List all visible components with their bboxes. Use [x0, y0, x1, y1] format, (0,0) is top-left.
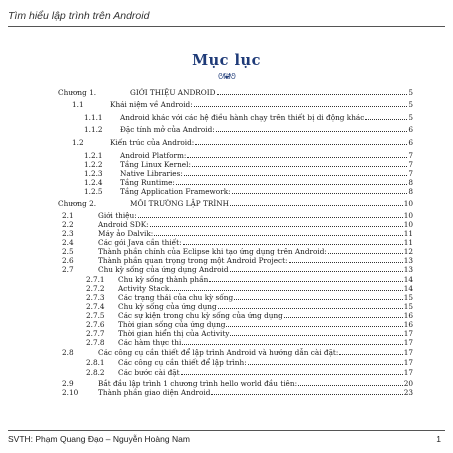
- toc-entry[interactable]: [86, 284, 413, 293]
- toc-entry-page: 13: [403, 265, 413, 274]
- page-header: [8, 4, 445, 27]
- toc-entry-number: 2.2: [62, 220, 74, 229]
- toc-entry[interactable]: [62, 348, 413, 357]
- toc-entry-number: 2.7.7: [86, 329, 105, 338]
- page-footer: [8, 430, 445, 449]
- toc-entry-page: 17: [403, 368, 413, 377]
- toc-entry-page: 5: [408, 88, 413, 97]
- toc-entry-number: 2.5: [62, 247, 74, 256]
- footer-page-number: 1: [436, 434, 441, 444]
- toc-entry-number: 1.1.1: [84, 113, 103, 122]
- toc-entry[interactable]: [86, 358, 413, 367]
- toc-entry-page: 23: [403, 388, 413, 397]
- toc-leader-dots: [170, 284, 402, 291]
- toc-entry-page: 17: [403, 338, 413, 347]
- toc-entry[interactable]: [84, 113, 413, 122]
- toc-leader-dots: [298, 379, 403, 386]
- toc-leader-dots: [230, 265, 403, 272]
- toc-entry[interactable]: [62, 220, 413, 229]
- toc-entry-label: Thành phần chính của Eclipse khi tạo ứng dụng trên Android:: [98, 247, 327, 256]
- toc-entry-label: Android Platform:: [120, 151, 187, 160]
- toc-leader-dots: [211, 388, 402, 395]
- toc-entry-number: 1.2.2: [84, 160, 103, 169]
- toc-leader-dots: [365, 113, 407, 120]
- toc-entry-number: 2.3: [62, 229, 74, 238]
- toc-entry[interactable]: [62, 247, 413, 256]
- toc-leader-dots: [217, 88, 408, 95]
- toc-entry-label: GIỚI THIỆU ANDROID: [130, 88, 216, 97]
- toc-title: Mục lục: [192, 52, 261, 69]
- toc-entry[interactable]: [72, 100, 413, 109]
- toc-entry[interactable]: [62, 211, 413, 220]
- toc-entry-page: 5: [408, 113, 413, 122]
- toc-entry-page: 5: [408, 100, 413, 109]
- toc-entry-label: Native Libraries:: [120, 169, 183, 178]
- toc-entry-page: 17: [403, 348, 413, 357]
- toc-entry-label: Thành phần giao diện Android: [98, 388, 211, 397]
- toc-entry-label: Thời gian hiển thị của Activity: [118, 329, 230, 338]
- toc-leader-dots: [183, 238, 403, 245]
- toc-entry-label: Kiến trúc của Android:: [110, 138, 195, 147]
- toc-leader-dots: [154, 229, 403, 236]
- toc-entry-page: 17: [403, 329, 413, 338]
- toc-leader-dots: [192, 160, 407, 167]
- toc-entry-page: 10: [403, 211, 413, 220]
- toc-leader-dots: [328, 247, 403, 254]
- toc-entry-number: 1.1: [72, 100, 84, 109]
- toc-entry-page: 8: [408, 178, 413, 187]
- toc-entry-page: 10: [403, 199, 413, 208]
- toc-entry[interactable]: [86, 368, 413, 377]
- toc-entry-page: 16: [403, 311, 413, 320]
- toc-entry-number: 1.2.4: [84, 178, 103, 187]
- toc-entry-number: 2.6: [62, 256, 74, 265]
- toc-entry-number: 2.7: [62, 265, 74, 274]
- toc-entry-page: 14: [403, 284, 413, 293]
- toc-entry-page: 7: [408, 151, 413, 160]
- toc-entry-number: 2.8: [62, 348, 74, 357]
- toc-entry-number: 2.7.8: [86, 338, 105, 347]
- toc-entry[interactable]: [62, 265, 413, 274]
- toc-entry-label: Android khác với các hệ điều hành chạy trên thiết bị di động khác: [120, 113, 365, 122]
- toc-entry-number: 2.8.1: [86, 358, 105, 367]
- toc-entry-page: 15: [403, 293, 413, 302]
- toc-entry-number: 2.1: [62, 211, 74, 220]
- toc-entry[interactable]: [58, 88, 413, 97]
- toc-entry-label: Activity Stack: [118, 284, 170, 293]
- toc-entry-number: 1.2.5: [84, 187, 103, 196]
- toc-entry-page: 11: [403, 238, 413, 247]
- toc-entry[interactable]: [86, 302, 413, 311]
- toc-entry-page: 17: [403, 358, 413, 367]
- toc-entry-label: Android SDK:: [98, 220, 149, 229]
- toc-entry-number: 2.7.1: [86, 275, 105, 284]
- ornament: ᘛ❦ᘚ: [218, 72, 235, 81]
- toc-entry[interactable]: [84, 151, 413, 160]
- toc-entry-number: 2.8.2: [86, 368, 105, 377]
- toc-entry-page: 10: [403, 220, 413, 229]
- toc-leader-dots: [232, 187, 408, 194]
- toc-entry-page: 8: [408, 187, 413, 196]
- toc-entry[interactable]: [84, 169, 413, 178]
- toc-leader-dots: [339, 348, 402, 355]
- toc-entry-number: 1.2.3: [84, 169, 103, 178]
- toc-entry[interactable]: [62, 238, 413, 247]
- toc-leader-dots: [230, 199, 403, 206]
- toc-entry-label: Các gói Java cần thiết:: [98, 238, 182, 247]
- toc-entry-number: 2.4: [62, 238, 74, 247]
- toc-entry-label: Bắt đầu lập trình 1 chương trình hello world đầu tiên:: [98, 379, 298, 388]
- toc-entry-label: Chu kỳ sống của ứng dụng Android: [98, 265, 229, 274]
- toc-entry-number: 1.2.1: [84, 151, 103, 160]
- toc-entry[interactable]: [86, 329, 413, 338]
- toc-entry[interactable]: [86, 320, 413, 329]
- toc-leader-dots: [138, 211, 403, 218]
- toc-entry-label: Tầng Linux Kernel:: [120, 160, 191, 169]
- toc-entry[interactable]: [72, 138, 413, 147]
- toc-entry-page: 13: [403, 256, 413, 265]
- toc-leader-dots: [284, 311, 403, 318]
- toc-entry-number: 2.10: [62, 388, 79, 397]
- toc-entry-label: Thời gian sống của ứng dụng: [118, 320, 226, 329]
- header-text: Tìm hiểu lập trình trên Android: [8, 10, 150, 22]
- toc-entry-page: 6: [408, 125, 413, 134]
- toc-leader-dots: [176, 178, 407, 185]
- toc-entry-number: 2.7.6: [86, 320, 105, 329]
- toc-leader-dots: [195, 138, 407, 145]
- toc-entry-label: Tầng Application Framework:: [120, 187, 231, 196]
- toc-entry-label: Các công cụ cần thiết để lập trình:: [118, 358, 247, 367]
- toc-entry-page: 7: [408, 160, 413, 169]
- toc-entry[interactable]: [84, 178, 413, 187]
- toc-entry[interactable]: [86, 275, 413, 284]
- toc-leader-dots: [218, 302, 403, 309]
- toc-entry-page: 14: [403, 275, 413, 284]
- toc-leader-dots: [216, 125, 408, 132]
- toc-entry[interactable]: [58, 199, 413, 208]
- toc-entry-page: 6: [408, 138, 413, 147]
- toc-entry[interactable]: [62, 379, 413, 388]
- toc-leader-dots: [194, 100, 408, 107]
- toc-leader-dots: [248, 358, 403, 365]
- toc-entry-label: Đặc tính mở của Android:: [120, 125, 215, 134]
- toc-entry-label: Các bước cài đặt: [118, 368, 180, 377]
- toc-leader-dots: [150, 220, 403, 227]
- toc-entry-number: 1.2: [72, 138, 84, 147]
- toc-entry[interactable]: [62, 388, 413, 397]
- toc-entry-label: Các công cụ cần thiết để lập trình Android và hướng dẫn cài đặt:: [98, 348, 339, 357]
- toc-entry-number: 2.7.4: [86, 302, 105, 311]
- toc-entry-page: 11: [403, 229, 413, 238]
- toc-entry[interactable]: [84, 125, 413, 134]
- toc-entry-label: Tầng Runtime:: [120, 178, 175, 187]
- toc-entry-number: Chương 1.: [58, 88, 97, 97]
- toc-entry-number: 2.7.2: [86, 284, 105, 293]
- toc-entry-label: Các trạng thái của chu kỳ sống: [118, 293, 234, 302]
- toc-entry[interactable]: [84, 160, 413, 169]
- toc-entry-label: Khái niệm về Android:: [110, 100, 193, 109]
- toc-entry-number: 1.1.2: [84, 125, 103, 134]
- toc-entry-page: 16: [403, 320, 413, 329]
- toc-entry-label: Chu kỳ sống của ứng dụng: [118, 302, 217, 311]
- toc-entry-page: 15: [403, 302, 413, 311]
- toc-entry-label: Các sự kiện trong chu kỳ sống của ứng dụng: [118, 311, 283, 320]
- toc-leader-dots: [234, 293, 403, 300]
- toc-entry[interactable]: [62, 229, 413, 238]
- toc-leader-dots: [209, 275, 402, 282]
- toc-entry-number: 2.7.3: [86, 293, 105, 302]
- toc-leader-dots: [184, 169, 408, 176]
- toc-entry[interactable]: [86, 338, 413, 347]
- toc-entry-page: 7: [408, 169, 413, 178]
- toc-entry-label: Chu kỳ sống thành phần: [118, 275, 209, 284]
- toc-entry-label: Máy ảo Dalvik:: [98, 229, 154, 238]
- toc-entry-page: 12: [403, 247, 413, 256]
- toc-entry[interactable]: [86, 311, 413, 320]
- toc-entry-number: 2.7.5: [86, 311, 105, 320]
- toc-leader-dots: [182, 338, 402, 345]
- toc-entry-page: 20: [403, 379, 413, 388]
- footer-authors: SVTH: Phạm Quang Đạo – Nguyễn Hoàng Nam: [8, 434, 190, 444]
- toc-entry-label: Các hàm thực thi: [118, 338, 182, 347]
- toc-leader-dots: [226, 320, 402, 327]
- toc-entry-label: Giới thiệu:: [98, 211, 137, 220]
- toc-entry[interactable]: [86, 293, 413, 302]
- toc-entry-label: MÔI TRƯỜNG LẬP TRÌNH: [130, 199, 230, 208]
- toc-entry-number: Chương 2.: [58, 199, 97, 208]
- toc-entry[interactable]: [62, 256, 413, 265]
- toc-entry[interactable]: [84, 187, 413, 196]
- toc-leader-dots: [181, 368, 403, 375]
- toc-leader-dots: [289, 256, 403, 263]
- toc-entry-label: Thành phần quan trọng trong một Android Project:: [98, 256, 288, 265]
- toc-leader-dots: [230, 329, 402, 336]
- toc-leader-dots: [187, 151, 407, 158]
- toc-entry-number: 2.9: [62, 379, 74, 388]
